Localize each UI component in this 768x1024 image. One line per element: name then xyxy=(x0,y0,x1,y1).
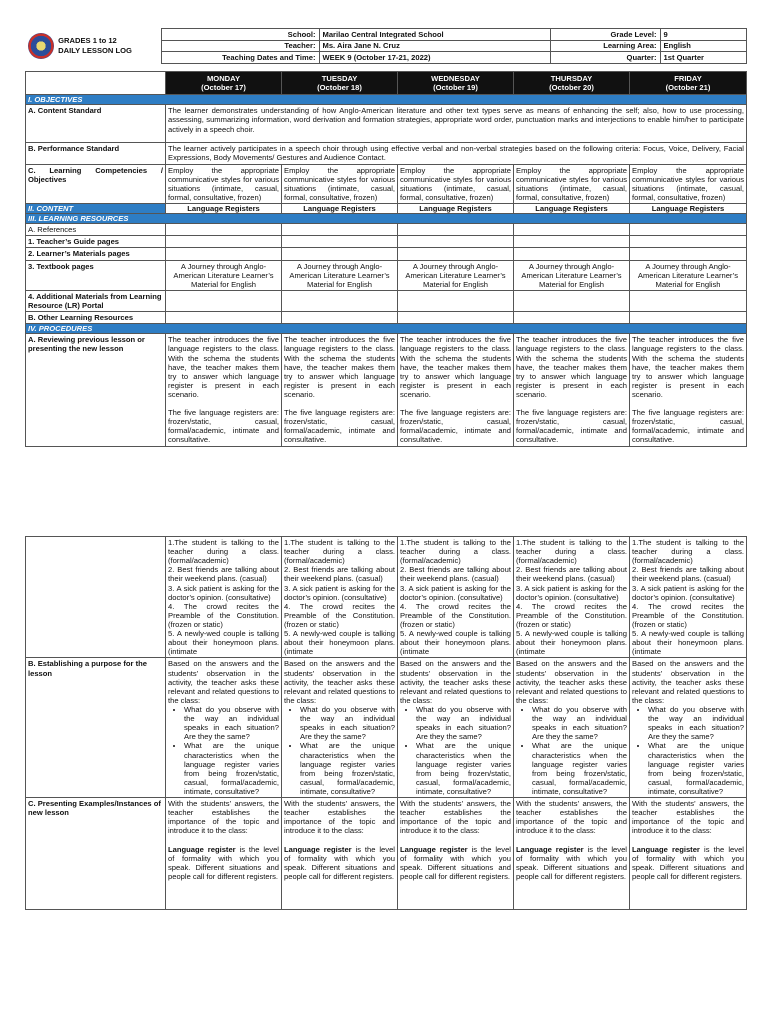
performance-standard-text: The learner actively participates in a speech choir through using effective verbal and non-verbal strategies based on the following criteria: Focus, Voice, Delivery, Facial Expressions, Body Movements/ Gestures and Audience Contact. xyxy=(166,143,747,164)
other-resources-label: B. Other Learning Resources xyxy=(26,312,166,324)
scenarios-monday: 1.The student is talking to the teacher during a class. (formal/academic) 2. Best friends are talking about their weekend plans. (casual) 3. A sick patient is asking for the doctor’s opinion. (consultative) 4. The crowd recites the Preamble of the Constitution. (frozen or static) 5. A newly-wed couple is talking about their honeymoon plans. (intimate xyxy=(166,537,282,658)
day-header-friday: FRIDAY (October 21) xyxy=(630,72,747,95)
day-header-tuesday: TUESDAY (October 18) xyxy=(282,72,398,95)
day-header-wednesday: WEDNESDAY (October 19) xyxy=(398,72,514,95)
day-header-row xyxy=(26,72,747,95)
references-label: A. References xyxy=(26,224,166,236)
scenarios-wednesday: 1.The student is talking to the teacher during a class. (formal/academic) 2. Best friends are talking about their weekend plans. (casual) 3. A sick patient is asking for the doctor’s opinion. (consultative) 4. The crowd recites the Preamble of the Constitution. (frozen or static) 5. A newly-wed couple is talking about their honeymoon plans. (intimate xyxy=(398,537,514,658)
lesson-plan-table-continued xyxy=(25,536,747,910)
purpose-monday: Based on the answers and the students’ observation in the activity, the teacher asks these relevant and related questions to the class: • What do you observe with the way an individual speaks in each situation? Are they the same? • What are the unique characteristics when the language register varies from being frozen/static, casual, formal/academic, intimate, consultative? xyxy=(166,658,282,798)
textbook-tuesday: A Journey through Anglo-American Literature Learner’s Material for English xyxy=(282,260,398,290)
section-procedures-label: IV. PROCEDURES xyxy=(26,324,747,334)
scenarios-thursday: 1.The student is talking to the teacher during a class. (formal/academic) 2. Best friends are talking about their weekend plans. (casual) 3. A sick patient is asking for the doctor’s opinion. (consultative) 4. The crowd recites the Preamble of the Constitution. (frozen or static) 5. A newly-wed couple is talking about their honeymoon plans. (intimate xyxy=(514,537,630,658)
scenarios-tuesday: 1.The student is talking to the teacher during a class. (formal/academic) 2. Best friends are talking about their weekend plans. (casual) 3. A sick patient is asking for the doctor’s opinion. (consultative) 4. The crowd recites the Preamble of the Constitution. (frozen or static) 5. A newly-wed couple is talking about their honeymoon plans. (intimate xyxy=(282,537,398,658)
section-resources-label: III. LEARNING RESOURCES xyxy=(26,214,747,224)
grade-label: Grade Level: xyxy=(550,29,660,41)
deped-seal-icon xyxy=(28,33,54,59)
section-objectives xyxy=(26,95,747,105)
review-thursday: The teacher introduces the five language registers to the class. With the schema the students have, the teacher makes them try to answer which language register is present in each scenario. The five language registers are: frozen/static, casual, formal/academic, intimate and consultative. xyxy=(514,334,630,446)
section-content-label: II. CONTENT xyxy=(26,203,166,213)
textbook-wednesday: A Journey through Anglo-American Literature Learner’s Material for English xyxy=(398,260,514,290)
school-label: School: xyxy=(161,29,319,41)
competency-monday: Employ the appropriate communicative styles for various situations (intimate, casual, formal, consultative, frozen) xyxy=(166,164,282,203)
lesson-log-header xyxy=(25,28,747,64)
quarter-label: Quarter: xyxy=(550,52,660,64)
day-header-blank xyxy=(26,72,166,95)
textbook-friday: A Journey through Anglo-American Literature Learner’s Material for English xyxy=(630,260,747,290)
content-thursday: Language Registers xyxy=(514,203,630,213)
additional-materials-label: 4. Additional Materials from Learning Resource (LR) Portal xyxy=(26,290,166,311)
section-resources xyxy=(26,214,747,224)
competency-friday: Employ the appropriate communicative styles for various situations (intimate, casual, formal, consultative, frozen) xyxy=(630,164,747,203)
day-header-thursday: THURSDAY (October 20) xyxy=(514,72,630,95)
purpose-label: B. Establishing a purpose for the lesson xyxy=(26,658,166,798)
performance-standard-label: B. Performance Standard xyxy=(26,143,166,164)
purpose-wednesday: Based on the answers and the students’ observation in the activity, the teacher asks these relevant and related questions to the class: • What do you observe with the way an individual speaks in each situation? Are they the same? • What are the unique characteristics when the language register varies from being frozen/static, casual, formal/academic, intimate, consultative? xyxy=(398,658,514,798)
content-tuesday: Language Registers xyxy=(282,203,398,213)
scenario-label-blank xyxy=(26,537,166,658)
grade-value: 9 xyxy=(660,29,746,41)
competencies-label: C. Learning Competencies / Objectives xyxy=(26,164,166,203)
purpose-tuesday: Based on the answers and the students’ observation in the activity, the teacher asks these relevant and related questions to the class: • What do you observe with the way an individual speaks in each situation? Are they the same? • What are the unique characteristics when the language register varies from being frozen/static, casual, formal/academic, intimate, consultative? xyxy=(282,658,398,798)
teacher-value: Ms. Aira Jane N. Cruz xyxy=(319,40,550,52)
purpose-thursday: Based on the answers and the students’ observation in the activity, the teacher asks these relevant and related questions to the class: • What do you observe with the way an individual speaks in each situation? Are they the same? • What are the unique characteristics when the language register varies from being frozen/static, casual, formal/academic, intimate, consultative? xyxy=(514,658,630,798)
section-procedures xyxy=(26,324,747,334)
review-monday: The teacher introduces the five language registers to the class. With the schema the students have, the teacher makes them try to answer which language register is present in each scenario. The five language registers are: frozen/static, casual, formal/academic, intimate and consultative. xyxy=(166,334,282,446)
content-monday: Language Registers xyxy=(166,203,282,213)
content-friday: Language Registers xyxy=(630,203,747,213)
review-tuesday: The teacher introduces the five language registers to the class. With the schema the students have, the teacher makes them try to answer which language register is present in each scenario. The five language registers are: frozen/static, casual, formal/academic, intimate and consultative. xyxy=(282,334,398,446)
competency-tuesday: Employ the appropriate communicative styles for various situations (intimate, casual, formal, consultative, frozen) xyxy=(282,164,398,203)
presenting-friday: With the students’ answers, the teacher establishes the importance of the topic and introduce it to the class: Language register is the level of formality with which you speak. Different situations and people call for different registers. xyxy=(630,798,747,910)
logo-line-1: GRADES 1 to 12 xyxy=(58,35,117,45)
lesson-plan-table xyxy=(25,71,747,447)
textbook-thursday: A Journey through Anglo-American Literature Learner’s Material for English xyxy=(514,260,630,290)
logo-text xyxy=(58,36,132,57)
content-wednesday: Language Registers xyxy=(398,203,514,213)
competency-wednesday: Employ the appropriate communicative styles for various situations (intimate, casual, formal, consultative, frozen) xyxy=(398,164,514,203)
presenting-monday: With the students’ answers, the teacher establishes the importance of the topic and introduce it to the class: Language register is the level of formality with which you speak. Different situations and people call for different registers. xyxy=(166,798,282,910)
teacher-label: Teacher: xyxy=(161,40,319,52)
quarter-value: 1st Quarter xyxy=(660,52,746,64)
presenting-tuesday: With the students’ answers, the teacher establishes the importance of the topic and introduce it to the class: Language register is the level of formality with which you speak. Different situations and people call for different registers. xyxy=(282,798,398,910)
presenting-label: C. Presenting Examples/Instances of new lesson xyxy=(26,798,166,910)
presenting-wednesday: With the students’ answers, the teacher establishes the importance of the topic and introduce it to the class: Language register is the level of formality with which you speak. Different situations and people call for different registers. xyxy=(398,798,514,910)
day-header-monday: MONDAY (October 17) xyxy=(166,72,282,95)
dates-label: Teaching Dates and Time: xyxy=(161,52,319,64)
review-label: A. Reviewing previous lesson or presenting the new lesson xyxy=(26,334,166,446)
dates-value: WEEK 9 (October 17-21, 2022) xyxy=(319,52,550,64)
competency-thursday: Employ the appropriate communicative styles for various situations (intimate, casual, formal, consultative, frozen) xyxy=(514,164,630,203)
review-friday: The teacher introduces the five language registers to the class. With the schema the students have, the teacher makes them try to answer which language register is present in each scenario. The five language registers are: frozen/static, casual, formal/academic, intimate and consultative. xyxy=(630,334,747,446)
area-value: English xyxy=(660,40,746,52)
logo-line-2: DAILY LESSON LOG xyxy=(58,46,132,55)
review-wednesday: The teacher introduces the five language registers to the class. With the schema the students have, the teacher makes them try to answer which language register is present in each scenario. The five language registers are: frozen/static, casual, formal/academic, intimate and consultative. xyxy=(398,334,514,446)
teachers-guide-label: 1. Teacher’s Guide pages xyxy=(26,236,166,248)
section-objectives-label: I. OBJECTIVES xyxy=(26,95,747,105)
learners-materials-label: 2. Learner’s Materials pages xyxy=(26,248,166,260)
purpose-friday: Based on the answers and the students’ observation in the activity, the teacher asks these relevant and related questions to the class: • What do you observe with the way an individual speaks in each situation? Are they the same? • What are the unique characteristics when the language register varies from being frozen/static, casual, formal/academic, intimate, consultative? xyxy=(630,658,747,798)
textbook-monday: A Journey through Anglo-American Literature Learner’s Material for English xyxy=(166,260,282,290)
content-standard-text: The learner demonstrates understanding of how Anglo-American literature and other text types serve as means of enhancing the self; also, how to use processing, assessing, summarizing information, word derivation and formation strategies, appropriate word order, punctuation marks and interjections to enable him/her to participate actively in a speech choir. xyxy=(166,105,747,143)
scenarios-friday: 1.The student is talking to the teacher during a class. (formal/academic) 2. Best friends are talking about their weekend plans. (casual) 3. A sick patient is asking for the doctor’s opinion. (consultative) 4. The crowd recites the Preamble of the Constitution. (frozen or static) 5. A newly-wed couple is talking about their honeymoon plans. (intimate xyxy=(630,537,747,658)
content-standard-label: A. Content Standard xyxy=(26,105,166,143)
textbook-label: 3. Textbook pages xyxy=(26,260,166,290)
area-label: Learning Area: xyxy=(550,40,660,52)
logo-block xyxy=(25,29,161,64)
presenting-thursday: With the students’ answers, the teacher establishes the importance of the topic and introduce it to the class: Language register is the level of formality with which you speak. Different situations and people call for different registers. xyxy=(514,798,630,910)
school-value: Marilao Central Integrated School xyxy=(319,29,550,41)
